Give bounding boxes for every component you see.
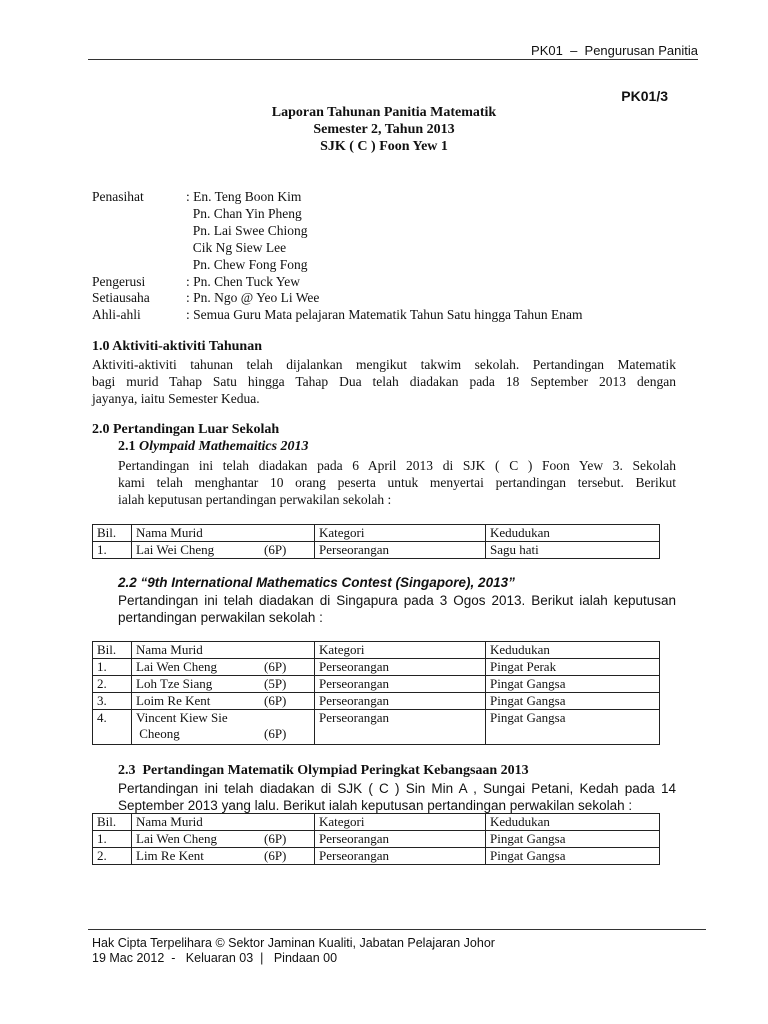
header-cell: Kedudukan	[486, 525, 660, 542]
section-heading: 2.0 Pertandingan Luar Sekolah	[92, 422, 280, 437]
table-row	[93, 676, 660, 693]
student-name: Lim Re Kent	[136, 848, 204, 863]
student-name: Lai Wei Cheng	[136, 542, 215, 557]
header-cell: Kategori	[315, 642, 486, 659]
committee-value: Pn. Chew Fong Fong	[186, 257, 308, 272]
paragraph-line: jayanya, iaitu Semester Kedua.	[92, 391, 260, 406]
subsection-number: 2.1	[118, 439, 139, 454]
student-year: (6P)	[264, 848, 287, 863]
committee-label: Ahli-ahli	[92, 307, 141, 322]
committee-value: : Semua Guru Mata pelajaran Matematik Tahun Satu hingga Tahun Enam	[186, 307, 583, 322]
student-name: Lai Wen Cheng	[136, 659, 218, 674]
footer-divider	[88, 929, 706, 930]
table-cell: Pingat Gangsa	[486, 676, 660, 693]
header-cell: Bil.	[93, 814, 132, 831]
table-cell: Perseorangan	[315, 831, 486, 848]
table-cell: Pingat Perak	[486, 659, 660, 676]
student-year: (6P)	[264, 693, 287, 708]
table-row	[93, 542, 660, 559]
paragraph-line: Pertandingan ini telah diadakan di SJK ( C ) Sin Min A , Sungai Petani, Kedah pada 14	[118, 781, 676, 796]
header-cell: Nama Murid	[132, 642, 315, 659]
subsection-title: 2.3 Pertandingan Matematik Olympiad Peringkat Kebangsaan 2013	[118, 763, 529, 778]
table-cell: 4.	[93, 710, 132, 745]
student-year: (5P)	[264, 676, 287, 691]
table-cell: Perseorangan	[315, 848, 486, 865]
paragraph-line: kami telah menghantar 10 orang peserta untuk menyertai pertandingan tersebut. Berikut	[118, 475, 676, 490]
table-cell: Perseorangan	[315, 693, 486, 710]
paragraph-line: pertandingan perwakilan sekolah :	[118, 610, 323, 625]
header-cell: Bil.	[93, 525, 132, 542]
paragraph-line: Pertandingan ini telah diadakan pada 6 April 2013 di SJK ( C ) Foon Yew 3. Sekolah	[118, 458, 676, 473]
section-heading: 1.0 Aktiviti-aktiviti Tahunan	[92, 339, 263, 354]
header-cell: Kategori	[315, 525, 486, 542]
committee-value: Pn. Lai Swee Chiong	[186, 223, 308, 238]
header-cell: Kedudukan	[486, 642, 660, 659]
document-semester: Semester 2, Tahun 2013	[313, 122, 455, 137]
table-cell: 2.	[93, 676, 132, 693]
header-cell: Bil.	[93, 642, 132, 659]
table-cell: Perseorangan	[315, 676, 486, 693]
header-cell: Kategori	[315, 814, 486, 831]
document-school: SJK ( C ) Foon Yew 1	[320, 139, 448, 154]
table-header-row	[93, 525, 660, 542]
table-row	[93, 693, 660, 710]
table-cell: 1.	[93, 659, 132, 676]
table-cell: Pingat Gangsa	[486, 710, 660, 745]
student-name: Vincent Kiew Sie	[136, 710, 228, 725]
committee-value: Pn. Chan Yin Pheng	[186, 206, 302, 221]
paragraph-line: ialah keputusan pertandingan perwakilan sekolah :	[118, 492, 392, 507]
table-cell: Sagu hati	[486, 542, 660, 559]
table-cell	[132, 831, 315, 848]
committee-value: Cik Ng Siew Lee	[186, 240, 287, 255]
results-table	[92, 641, 660, 745]
section-paragraph	[92, 356, 676, 407]
page-header-text: PK01 – Pengurusan Panitia	[531, 43, 698, 58]
table-cell	[132, 676, 315, 693]
header-cell: Nama Murid	[132, 525, 315, 542]
student-name-continued: Cheong	[136, 726, 180, 741]
paragraph-line: Aktiviti-aktiviti tahunan telah dijalankan mengikut takwim sekolah. Pertandingan Matematik	[92, 357, 676, 372]
student-year: (6P)	[264, 726, 287, 741]
table-row	[93, 831, 660, 848]
table-row	[93, 848, 660, 865]
committee-value: : Pn. Chen Tuck Yew	[186, 274, 301, 289]
document-title: Laporan Tahunan Panitia Matematik	[271, 105, 497, 120]
table-header-row	[93, 814, 660, 831]
table-cell: Perseorangan	[315, 542, 486, 559]
table-cell	[132, 710, 315, 745]
student-year: (6P)	[264, 659, 287, 674]
table-cell: Perseorangan	[315, 659, 486, 676]
paragraph-line: Pertandingan ini telah diadakan di Singapura pada 3 Ogos 2013. Berikut ialah keputusan	[118, 593, 676, 608]
footer-revision: 19 Mac 2012 - Keluaran 03 | Pindaan 00	[92, 951, 338, 965]
table-row	[93, 710, 660, 745]
committee-label: Penasihat	[92, 189, 144, 204]
subsection-title	[118, 439, 309, 455]
footer-copyright: Hak Cipta Terpelihara © Sektor Jaminan Kualiti, Jabatan Pelajaran Johor	[92, 936, 495, 950]
header-divider	[88, 59, 698, 60]
subsection-name: Olympaid Mathemaitics 2013	[139, 439, 309, 454]
table-cell	[132, 542, 315, 559]
table-row	[93, 659, 660, 676]
table-cell: 3.	[93, 693, 132, 710]
committee-label: Setiausaha	[92, 290, 150, 305]
student-name: Lai Wen Cheng	[136, 831, 218, 846]
subsection-paragraph	[118, 592, 676, 626]
table-cell: 1.	[93, 831, 132, 848]
table-cell	[132, 693, 315, 710]
table-cell: Pingat Gangsa	[486, 848, 660, 865]
table-header-row	[93, 642, 660, 659]
results-table	[92, 813, 660, 865]
subsection-paragraph	[118, 780, 676, 814]
table-cell	[132, 848, 315, 865]
student-name: Loh Tze Siang	[136, 676, 213, 691]
committee-label: Pengerusi	[92, 274, 146, 289]
student-year: (6P)	[264, 542, 287, 557]
committee-value: : En. Teng Boon Kim	[186, 189, 302, 204]
document-code: PK01/3	[621, 88, 668, 104]
committee-value: : Pn. Ngo @ Yeo Li Wee	[186, 290, 320, 305]
header-cell: Nama Murid	[132, 814, 315, 831]
subsection-paragraph	[118, 457, 676, 508]
results-table	[92, 524, 660, 559]
table-cell: Pingat Gangsa	[486, 693, 660, 710]
student-year: (6P)	[264, 831, 287, 846]
table-cell: 1.	[93, 542, 132, 559]
paragraph-line: bagi murid Tahap Satu hingga Tahap Dua telah diadakan pada 18 September 2013 dengan	[92, 374, 676, 389]
table-cell	[132, 659, 315, 676]
table-cell: 2.	[93, 848, 132, 865]
student-name: Loim Re Kent	[136, 693, 211, 708]
table-cell: Pingat Gangsa	[486, 831, 660, 848]
subsection-title: 2.2 “9th International Mathematics Contest (Singapore), 2013”	[118, 575, 515, 590]
table-cell: Perseorangan	[315, 710, 486, 745]
header-cell: Kedudukan	[486, 814, 660, 831]
paragraph-line: September 2013 yang lalu. Berikut ialah keputusan pertandingan perwakilan sekolah :	[118, 798, 633, 813]
